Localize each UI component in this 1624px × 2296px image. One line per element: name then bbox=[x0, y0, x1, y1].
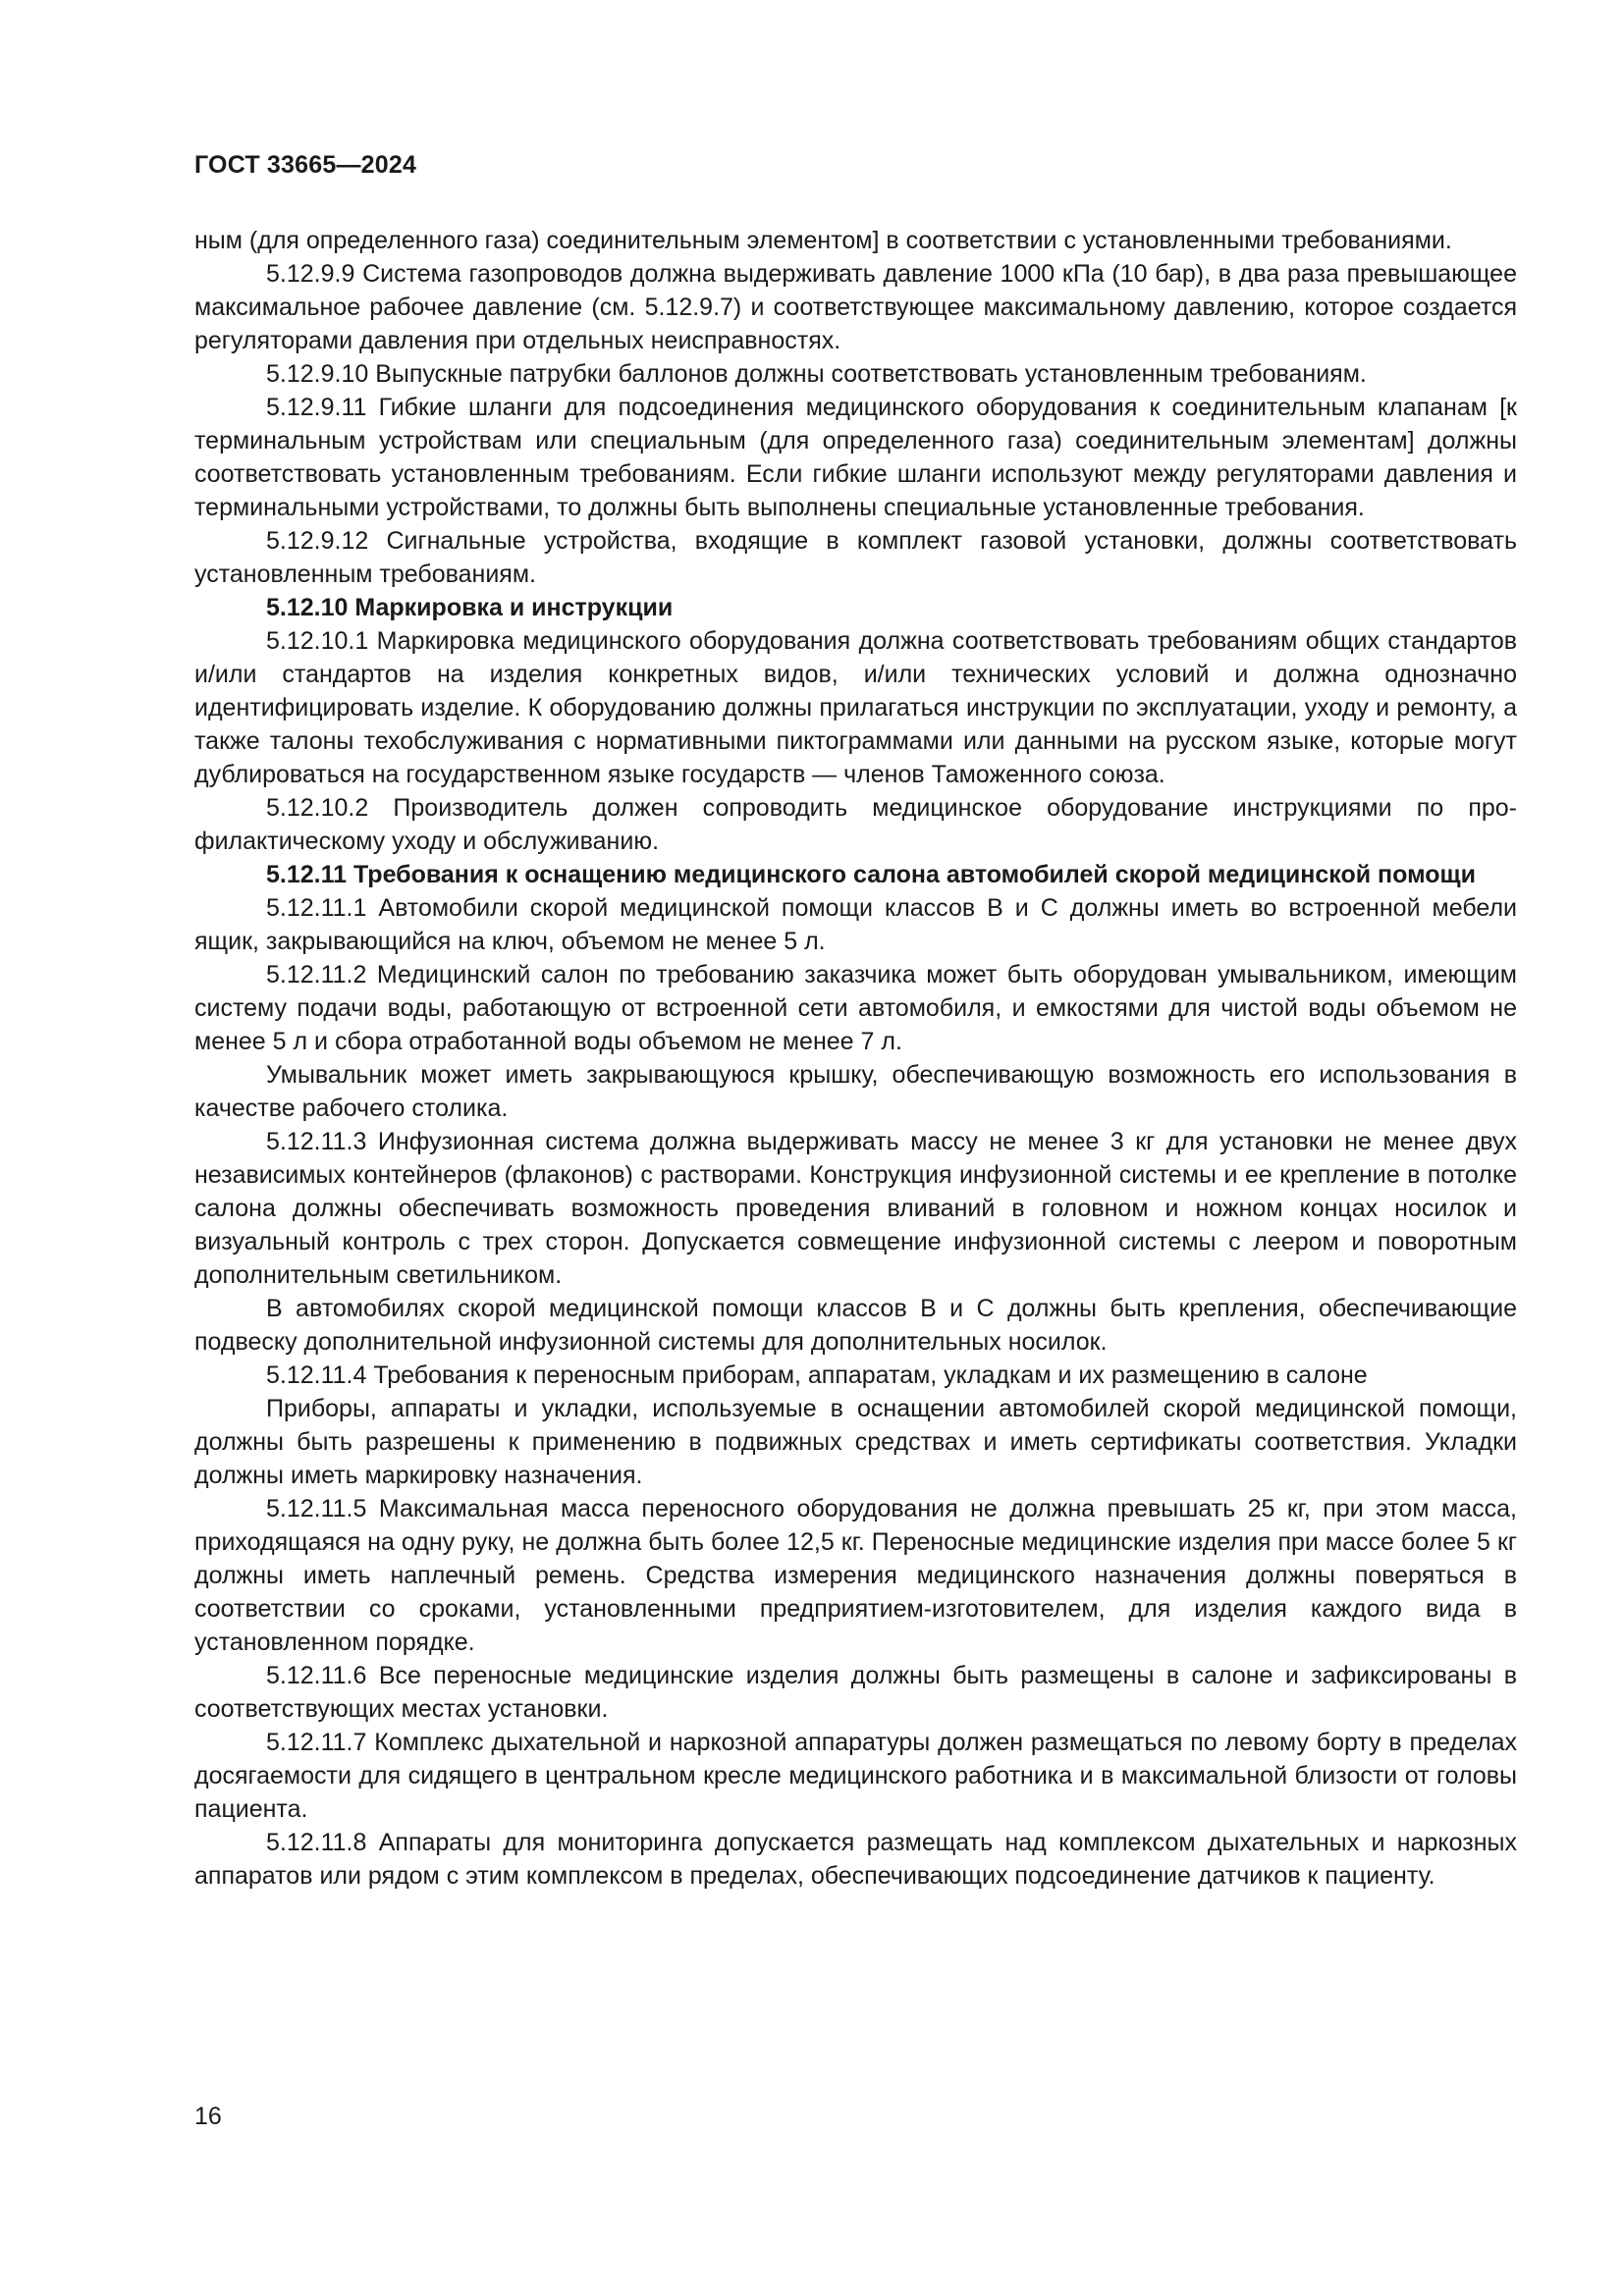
paragraph: В автомобилях скорой медицинской помощи классов B и C должны быть крепления, обеспечивающие подвеску дополнительной инфузионной системы для дополнительных носилок. bbox=[194, 1295, 1517, 1356]
paragraph: ным (для определенного газа) соединительным элементом] в соответствии с установленными требованиями. bbox=[194, 227, 1452, 254]
paragraph: 5.12.10.2 Производитель должен сопроводить медицинское оборудование инструкциями по профилактическому уходу и обслуживанию. bbox=[194, 794, 1517, 855]
paragraph: 5.12.11.2 Медицинский салон по требованию заказчика может быть оборудован умывальником, имеющим систему подачи воды, работающую от встроенной сети автомобиля, и емкостями для чистой воды объемом не менее 5 л и сбора отработанной воды объемом не менее 7 л. bbox=[194, 961, 1517, 1055]
paragraph: 5.12.9.12 Сигнальные устройства, входящие в комплект газовой установки, должны соответствовать установленным требованиям. bbox=[194, 527, 1517, 588]
page-number: 16 bbox=[194, 2103, 222, 2130]
paragraph: 5.12.11.7 Комплекс дыхательной и наркозной аппаратуры должен размещаться по левому борту в пределах досягаемости для сидящего в центральном кресле медицинского работника и в максимальной близости от головы пациента. bbox=[194, 1729, 1517, 1823]
paragraph: 5.12.11.8 Аппараты для мониторинга допускается размещать над комплексом дыхательных и наркозных аппаратов или рядом с этим комплексом в пределах, обеспечивающих подсоединение датчиков к пациенту. bbox=[194, 1829, 1517, 1890]
paragraph: 5.12.11.4 Требования к переносным приборам, аппаратам, укладкам и их размещению в салоне bbox=[266, 1362, 1368, 1389]
paragraph: Умывальник может иметь закрывающуюся крышку, обеспечивающую возможность его использования в качестве рабочего столика. bbox=[194, 1061, 1517, 1122]
paragraph: 5.12.11.1 Автомобили скорой медицинской помощи классов B и C должны иметь во встроенной мебели ящик, закрывающийся на ключ, объемом не менее 5 л. bbox=[194, 894, 1517, 955]
paragraph: Приборы, аппараты и укладки, используемые в оснащении автомобилей скорой медицинской помощи, должны быть разрешены к применению в подвижных средствах и иметь сертификаты соответствия. Укладки должны иметь маркировку назначения. bbox=[194, 1395, 1517, 1489]
paragraph: 5.12.11.3 Инфузионная система должна выдерживать массу не менее 3 кг для установки не менее двух независимых контейнеров (флаконов) с растворами. Конструкция инфузионной системы и ее крепление в потолке салона должны обеспечивать возможность проведения вливаний в головном и ножном концах носилок и визуальный контроль с трех сторон. Допускается совмещение инфузионной системы с леером и поворотным дополнительным светильником. bbox=[194, 1128, 1517, 1289]
section-heading: 5.12.11 Требования к оснащению медицинского салона автомобилей скорой медицинской помощи bbox=[266, 861, 1476, 888]
paragraph: 5.12.9.9 Система газопроводов должна выдерживать давление 1000 кПа (10 бар), в два раза превышающее максимальное рабочее давление (см. 5.12.9.7) и соответствующее максимальному давлению, которое создается регуляторами давления при отдельных неисправностях. bbox=[194, 260, 1517, 354]
paragraph: 5.12.10.1 Маркировка медицинского оборудования должна соответствовать требованиям общих стандартов и/или стандартов на изделия конкретных видов, и/или технических условий и должна однозначно идентифицировать изделие. К оборудованию должны прилагаться инструкции по эксплуатации, уходу и ремонту, а также талоны техобслуживания с нормативными пиктограммами или данными на русском языке, которые могут дублироваться на государственном языке государств — членов Таможенного союза. bbox=[194, 627, 1517, 788]
section-heading: 5.12.10 Маркировка и инструкции bbox=[266, 594, 674, 621]
document-header: ГОСТ 33665—2024 bbox=[194, 151, 417, 179]
paragraph: 5.12.11.5 Максимальная масса переносного оборудования не должна превышать 25 кг, при этом масса, приходящаяся на одну руку, не должна быть более 12,5 кг. Переносные медицинские изделия при массе более 5 кг должны иметь наплечный ремень. Средства измерения медицинского назначения должны поверяться в соответствии со сроками, установленными предприятием-изготовителем, для изделия каждого вида в установленном порядке. bbox=[194, 1495, 1517, 1656]
paragraph: 5.12.11.6 Все переносные медицинские изделия должны быть размещены в салоне и зафиксированы в соответствующих местах установки. bbox=[194, 1662, 1517, 1723]
document-body bbox=[194, 224, 1517, 1893]
paragraph: 5.12.9.11 Гибкие шланги для подсоединения медицинского оборудования к соединительным клапанам [к терминальным устройствам или специальным (для определенного газа) соединительным элементам] должны соответствовать установленным требованиям. Если гибкие шланги используют между регуляторами давления и терминальными устройствами, то должны быть выполнены специальные установленные требования. bbox=[194, 394, 1517, 521]
paragraph: 5.12.9.10 Выпускные патрубки баллонов должны соответствовать установленным требованиям. bbox=[266, 360, 1367, 388]
